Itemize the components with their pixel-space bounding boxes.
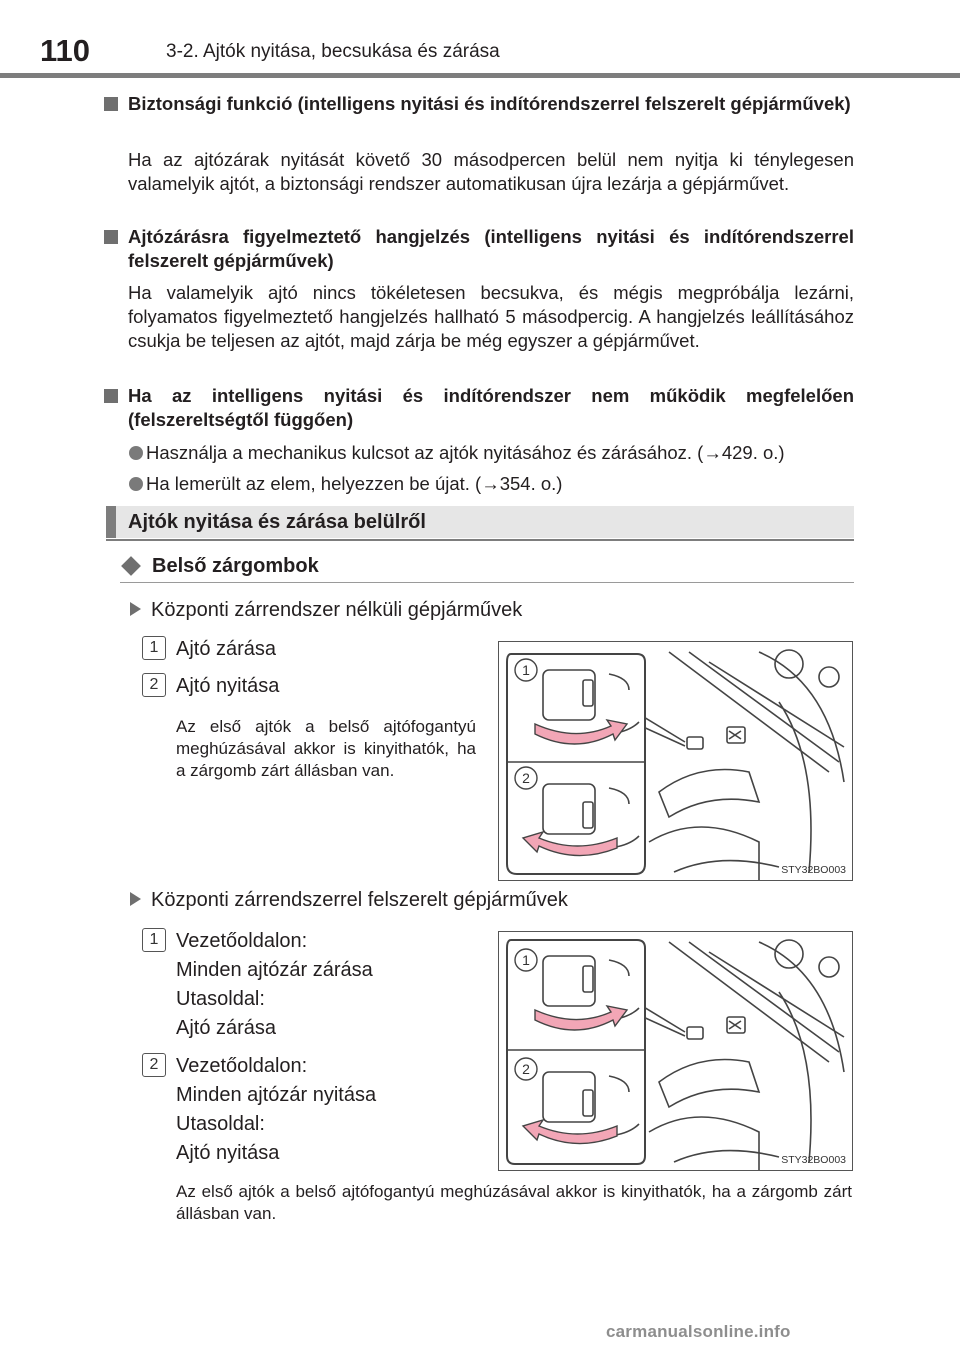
section-title: Ajtók nyitása és zárása belülről <box>128 511 426 533</box>
section-heading <box>106 506 854 538</box>
subsection-title: Belső zárgombok <box>152 555 319 577</box>
figure-code: STY32BO003 <box>781 864 846 876</box>
round-bullet-icon <box>129 446 143 460</box>
round-bullet-icon <box>129 477 143 491</box>
square-bullet-icon <box>104 97 118 111</box>
note-text: Az első ajtók a belső ajtófogantyú meghúzásával akkor is kinyithatók, ha a zárgomb zárt állásban van. <box>176 1182 852 1223</box>
callout-2-label: 2 <box>522 1061 530 1077</box>
step-text-line: Ajtó nyitása <box>176 1142 280 1164</box>
header-rule <box>0 73 960 78</box>
footer-watermark: carmanualsonline.info <box>606 1322 791 1341</box>
item-title: Biztonsági funkció (intelligens nyitási és indítórendszerrel felszerelt gépjárművek) <box>128 93 851 114</box>
subsection-heading <box>120 553 319 579</box>
step-number-badge: 2 <box>142 673 166 697</box>
step-number-badge: 1 <box>142 928 166 952</box>
item-text: Ha valamelyik ajtó nincs tökéletesen becsukva, és mégis megpróbálja lezárni, folyamatos figyelmeztető hangjelzés hallható 5 másodpercig. A hangjelzés leállításához csukja be teljesen az ajtót, majd zárja be még egyszer a gépjárművet. <box>128 282 854 351</box>
diamond-icon <box>121 556 141 576</box>
variant-heading <box>130 887 568 913</box>
square-bullet-icon <box>104 230 118 244</box>
info-item-warning-buzzer <box>106 225 854 375</box>
step-number-badge: 1 <box>142 636 166 660</box>
step-text-line: Vezetőoldalon: <box>176 1055 308 1077</box>
item-title: Ha az intelligens nyitási és indítórendszer nem működik megfelelően (felszereltségtől függően) <box>128 385 854 430</box>
step-text: Ajtó nyitása <box>176 675 280 697</box>
triangle-bullet-icon <box>130 602 141 616</box>
square-bullet-icon <box>104 389 118 403</box>
variant-heading-text: Központi zárrendszer nélküli gépjárművek <box>151 599 523 621</box>
step-text-line: Vezetőoldalon: <box>176 930 308 952</box>
lock-switch-figure <box>498 931 853 1171</box>
info-item-smart-system <box>106 384 854 494</box>
page-number: 110 <box>40 33 91 68</box>
info-item-security <box>106 92 854 222</box>
callout-1-label: 1 <box>522 662 530 678</box>
bullet-text: Ha lemerült az elem, helyezzen be újat. (→354. o.) <box>146 473 563 494</box>
triangle-bullet-icon <box>130 892 141 906</box>
item-text: Ha az ajtózárak nyitását követő 30 másodpercen belül nem nyitja ki ténylegesen valamelyik ajtót, a biztonsági rendszer automatikusan újra lezárja a gépjárművet. <box>128 149 854 194</box>
callout-1-label: 1 <box>522 952 530 968</box>
step-text-line: Utasoldal: <box>176 1113 265 1135</box>
step-text: Ajtó zárása <box>176 638 277 660</box>
variant-heading <box>130 597 522 623</box>
step-text-line: Minden ajtózár zárása <box>176 959 373 981</box>
chapter-title: 3-2. Ajtók nyitása, becsukása és zárása <box>166 41 500 62</box>
step-text-line: Minden ajtózár nyitása <box>176 1084 377 1106</box>
note-text: Az első ajtók a belső ajtófogantyú meghúzásával akkor is kinyithatók, ha a zárgomb zárt állásban van. <box>176 717 476 780</box>
callout-2-label: 2 <box>522 770 530 786</box>
door-lock-illustration <box>499 932 852 1170</box>
section-bar <box>106 506 116 538</box>
bullet-text: Használja a mechanikus kulcsot az ajtók nyitásához és zárásához. (→429. o.) <box>146 442 785 463</box>
door-lock-illustration <box>499 642 852 880</box>
step-number-badge: 2 <box>142 1053 166 1077</box>
section-underline <box>106 539 854 541</box>
subsection-underline <box>120 582 854 583</box>
step-text-line: Utasoldal: <box>176 988 265 1010</box>
lock-switch-figure <box>498 641 853 881</box>
page-header <box>0 0 960 80</box>
variant-heading-text: Központi zárrendszerrel felszerelt gépjárművek <box>151 889 568 911</box>
figure-code: STY32BO003 <box>781 1154 846 1166</box>
step-text-line: Ajtó zárása <box>176 1017 277 1039</box>
item-title: Ajtózárásra figyelmeztető hangjelzés (intelligens nyitási és indítórendszerrel felszerelt gépjárművek) <box>128 226 854 271</box>
